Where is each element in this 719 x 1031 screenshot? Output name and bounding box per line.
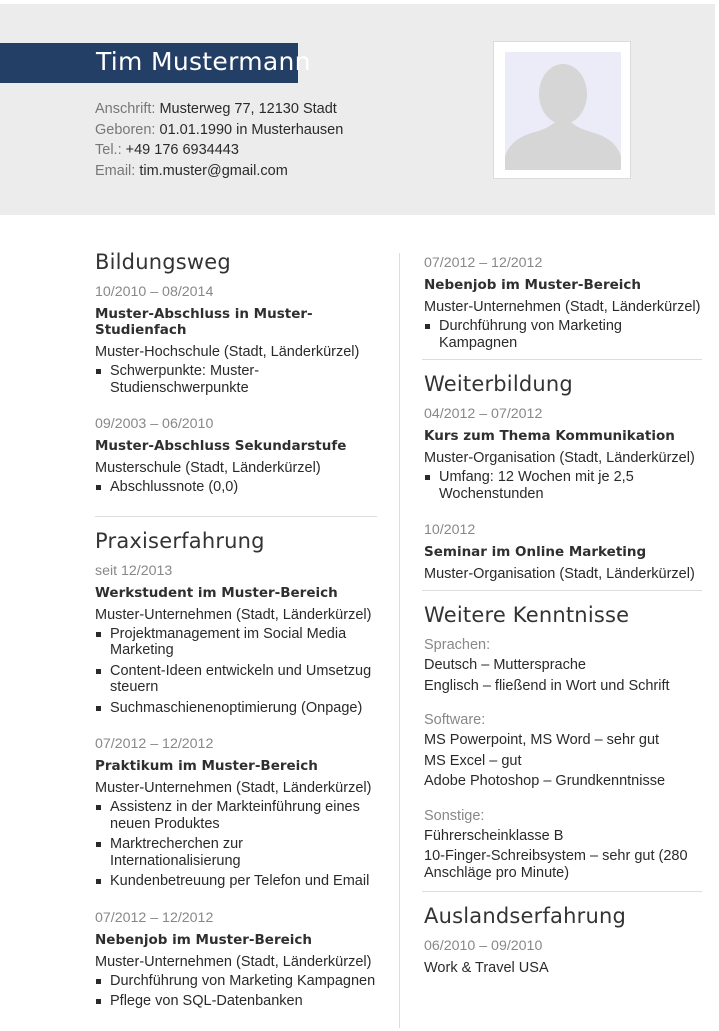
- entry-bullets: [95, 973, 377, 1010]
- education-entry: [95, 284, 377, 396]
- left-column: [95, 250, 377, 1030]
- entry-role: Work & Travel USA: [424, 960, 549, 976]
- skill-group-languages: [424, 637, 704, 694]
- contact-block: [95, 99, 343, 181]
- entry-role: Kurs zum Thema Kommunikation: [424, 428, 675, 444]
- bullet-item: Content-Ideen entwickeln und Umsetzug steuern: [95, 663, 377, 696]
- bullet-item: Suchmaschienenoptimierung (Onpage): [95, 700, 377, 717]
- entry-place: Muster-Unternehmen (Stadt, Länderkürzel): [95, 780, 372, 796]
- section-title-experience: Praxiserfahrung: [95, 528, 265, 553]
- entry-date: 07/2012 – 12/2012: [424, 255, 543, 271]
- experience-entry: [95, 736, 377, 890]
- entry-role: Praktikum im Muster-Bereich: [95, 758, 318, 774]
- section-title-education: Bildungsweg: [95, 250, 231, 274]
- entry-place: Muster-Organisation (Stadt, Länderkürzel): [424, 450, 695, 466]
- experience-entry: [95, 910, 377, 1010]
- section-rule: [422, 590, 702, 591]
- contact-email: Email: tim.muster@gmail.com: [95, 162, 288, 179]
- entry-bullets: [95, 363, 377, 396]
- entry-role: Muster-Abschluss in Muster-Studienfach: [95, 306, 313, 338]
- entry-date: 04/2012 – 07/2012: [424, 406, 543, 422]
- bullet-item: Projektmanagement im Social Media Marketing: [95, 626, 377, 659]
- applicant-name: Tim Mustermann: [96, 47, 311, 76]
- entry-role: Muster-Abschluss Sekundarstufe: [95, 438, 347, 454]
- entry-bullets: [95, 799, 377, 890]
- skill-group-software: [424, 712, 704, 790]
- section-rule: [95, 516, 377, 517]
- entry-place: Muster-Hochschule (Stadt, Länderkürzel): [95, 344, 360, 360]
- skill-item: 10-Finger-Schreibsystem – sehr gut (280 Anschläge pro Minute): [424, 848, 688, 881]
- section-rule: [422, 891, 702, 892]
- entry-bullets: [424, 318, 704, 351]
- further-education-entry: [424, 406, 704, 502]
- section-title-abroad: Auslandserfahrung: [424, 904, 627, 928]
- entry-role: Nebenjob im Muster-Bereich: [95, 931, 312, 948]
- skill-group-label: Software:: [424, 712, 486, 728]
- section-title-further-education: Weiterbildung: [424, 372, 573, 396]
- right-column: [424, 255, 704, 996]
- entry-date: 07/2012 – 12/2012: [95, 736, 214, 752]
- bullet-item: Durchführung von Marketing Kampagnen: [95, 973, 377, 990]
- entry-place: Musterschule (Stadt, Länderkürzel): [95, 460, 321, 476]
- education-entry: [95, 416, 377, 496]
- bullet-item: Abschlussnote (0,0): [95, 479, 377, 496]
- skill-item: Führerscheinklasse B: [424, 827, 564, 844]
- column-divider: [399, 253, 400, 1028]
- entry-date: seit 12/2013: [95, 562, 173, 579]
- skill-item: Adobe Photoshop – Grundkenntnisse: [424, 773, 666, 789]
- skill-item: MS Excel – gut: [424, 752, 522, 769]
- entry-date: 10/2012: [424, 522, 476, 538]
- entry-place: Muster-Organisation (Stadt, Länderkürzel): [424, 566, 695, 582]
- entry-date: 06/2010 – 09/2010: [424, 938, 543, 954]
- bullet-item: Schwerpunkte: Muster-Studienschwerpunkte: [95, 363, 377, 396]
- experience-entry-continued: [424, 255, 704, 351]
- entry-place: Muster-Unternehmen (Stadt, Länderkürzel): [424, 299, 701, 315]
- bullet-item: Durchführung von Marketing Kampagnen: [424, 318, 704, 351]
- bullet-item: Umfang: 12 Wochen mit je 2,5 Wochenstunden: [424, 469, 704, 502]
- entry-bullets: [424, 469, 704, 502]
- skill-item: Englisch – fließend in Wort und Schrift: [424, 677, 670, 694]
- entry-role: Seminar im Online Marketing: [424, 544, 647, 560]
- further-education-entry: [424, 522, 704, 582]
- entry-date: 07/2012 – 12/2012: [95, 909, 214, 926]
- abroad-entry: [424, 938, 704, 976]
- bullet-item: Assistenz in der Markteinführung eines neuen Produktes: [95, 799, 377, 832]
- entry-role: Werkstudent im Muster-Bereich: [95, 584, 338, 601]
- contact-phone: Tel.: +49 176 6934443: [95, 142, 239, 158]
- bullet-item: Marktrecherchen zur Internationalisierung: [95, 836, 377, 869]
- skill-group-other: [424, 808, 704, 882]
- entry-place: Muster-Unternehmen (Stadt, Länderkürzel): [95, 953, 372, 970]
- entry-date: 09/2003 – 06/2010: [95, 416, 214, 432]
- section-rule: [422, 359, 702, 360]
- skill-item: Deutsch – Muttersprache: [424, 657, 586, 673]
- skill-group-label: Sonstige:: [424, 807, 485, 824]
- skill-group-label: Sprachen:: [424, 637, 491, 653]
- avatar-placeholder-icon: [505, 52, 621, 170]
- skill-item: MS Powerpoint, MS Word – sehr gut: [424, 732, 660, 748]
- entry-place: Muster-Unternehmen (Stadt, Länderkürzel): [95, 606, 372, 623]
- contact-address: Anschrift: Musterweg 77, 12130 Stadt: [95, 101, 337, 117]
- contact-birth: Geboren: 01.01.1990 in Musterhausen: [95, 121, 344, 138]
- section-title-skills: Weitere Kenntnisse: [424, 603, 630, 627]
- entry-role: Nebenjob im Muster-Bereich: [424, 277, 641, 293]
- bullet-item: Kundenbetreuung per Telefon und Email: [95, 873, 377, 890]
- entry-date: 10/2010 – 08/2014: [95, 284, 214, 300]
- entry-bullets: [95, 479, 377, 496]
- bullet-item: Pflege von SQL-Datenbanken: [95, 993, 377, 1010]
- profile-photo: [493, 41, 631, 179]
- entry-bullets: [95, 626, 377, 717]
- experience-entry: [95, 563, 377, 717]
